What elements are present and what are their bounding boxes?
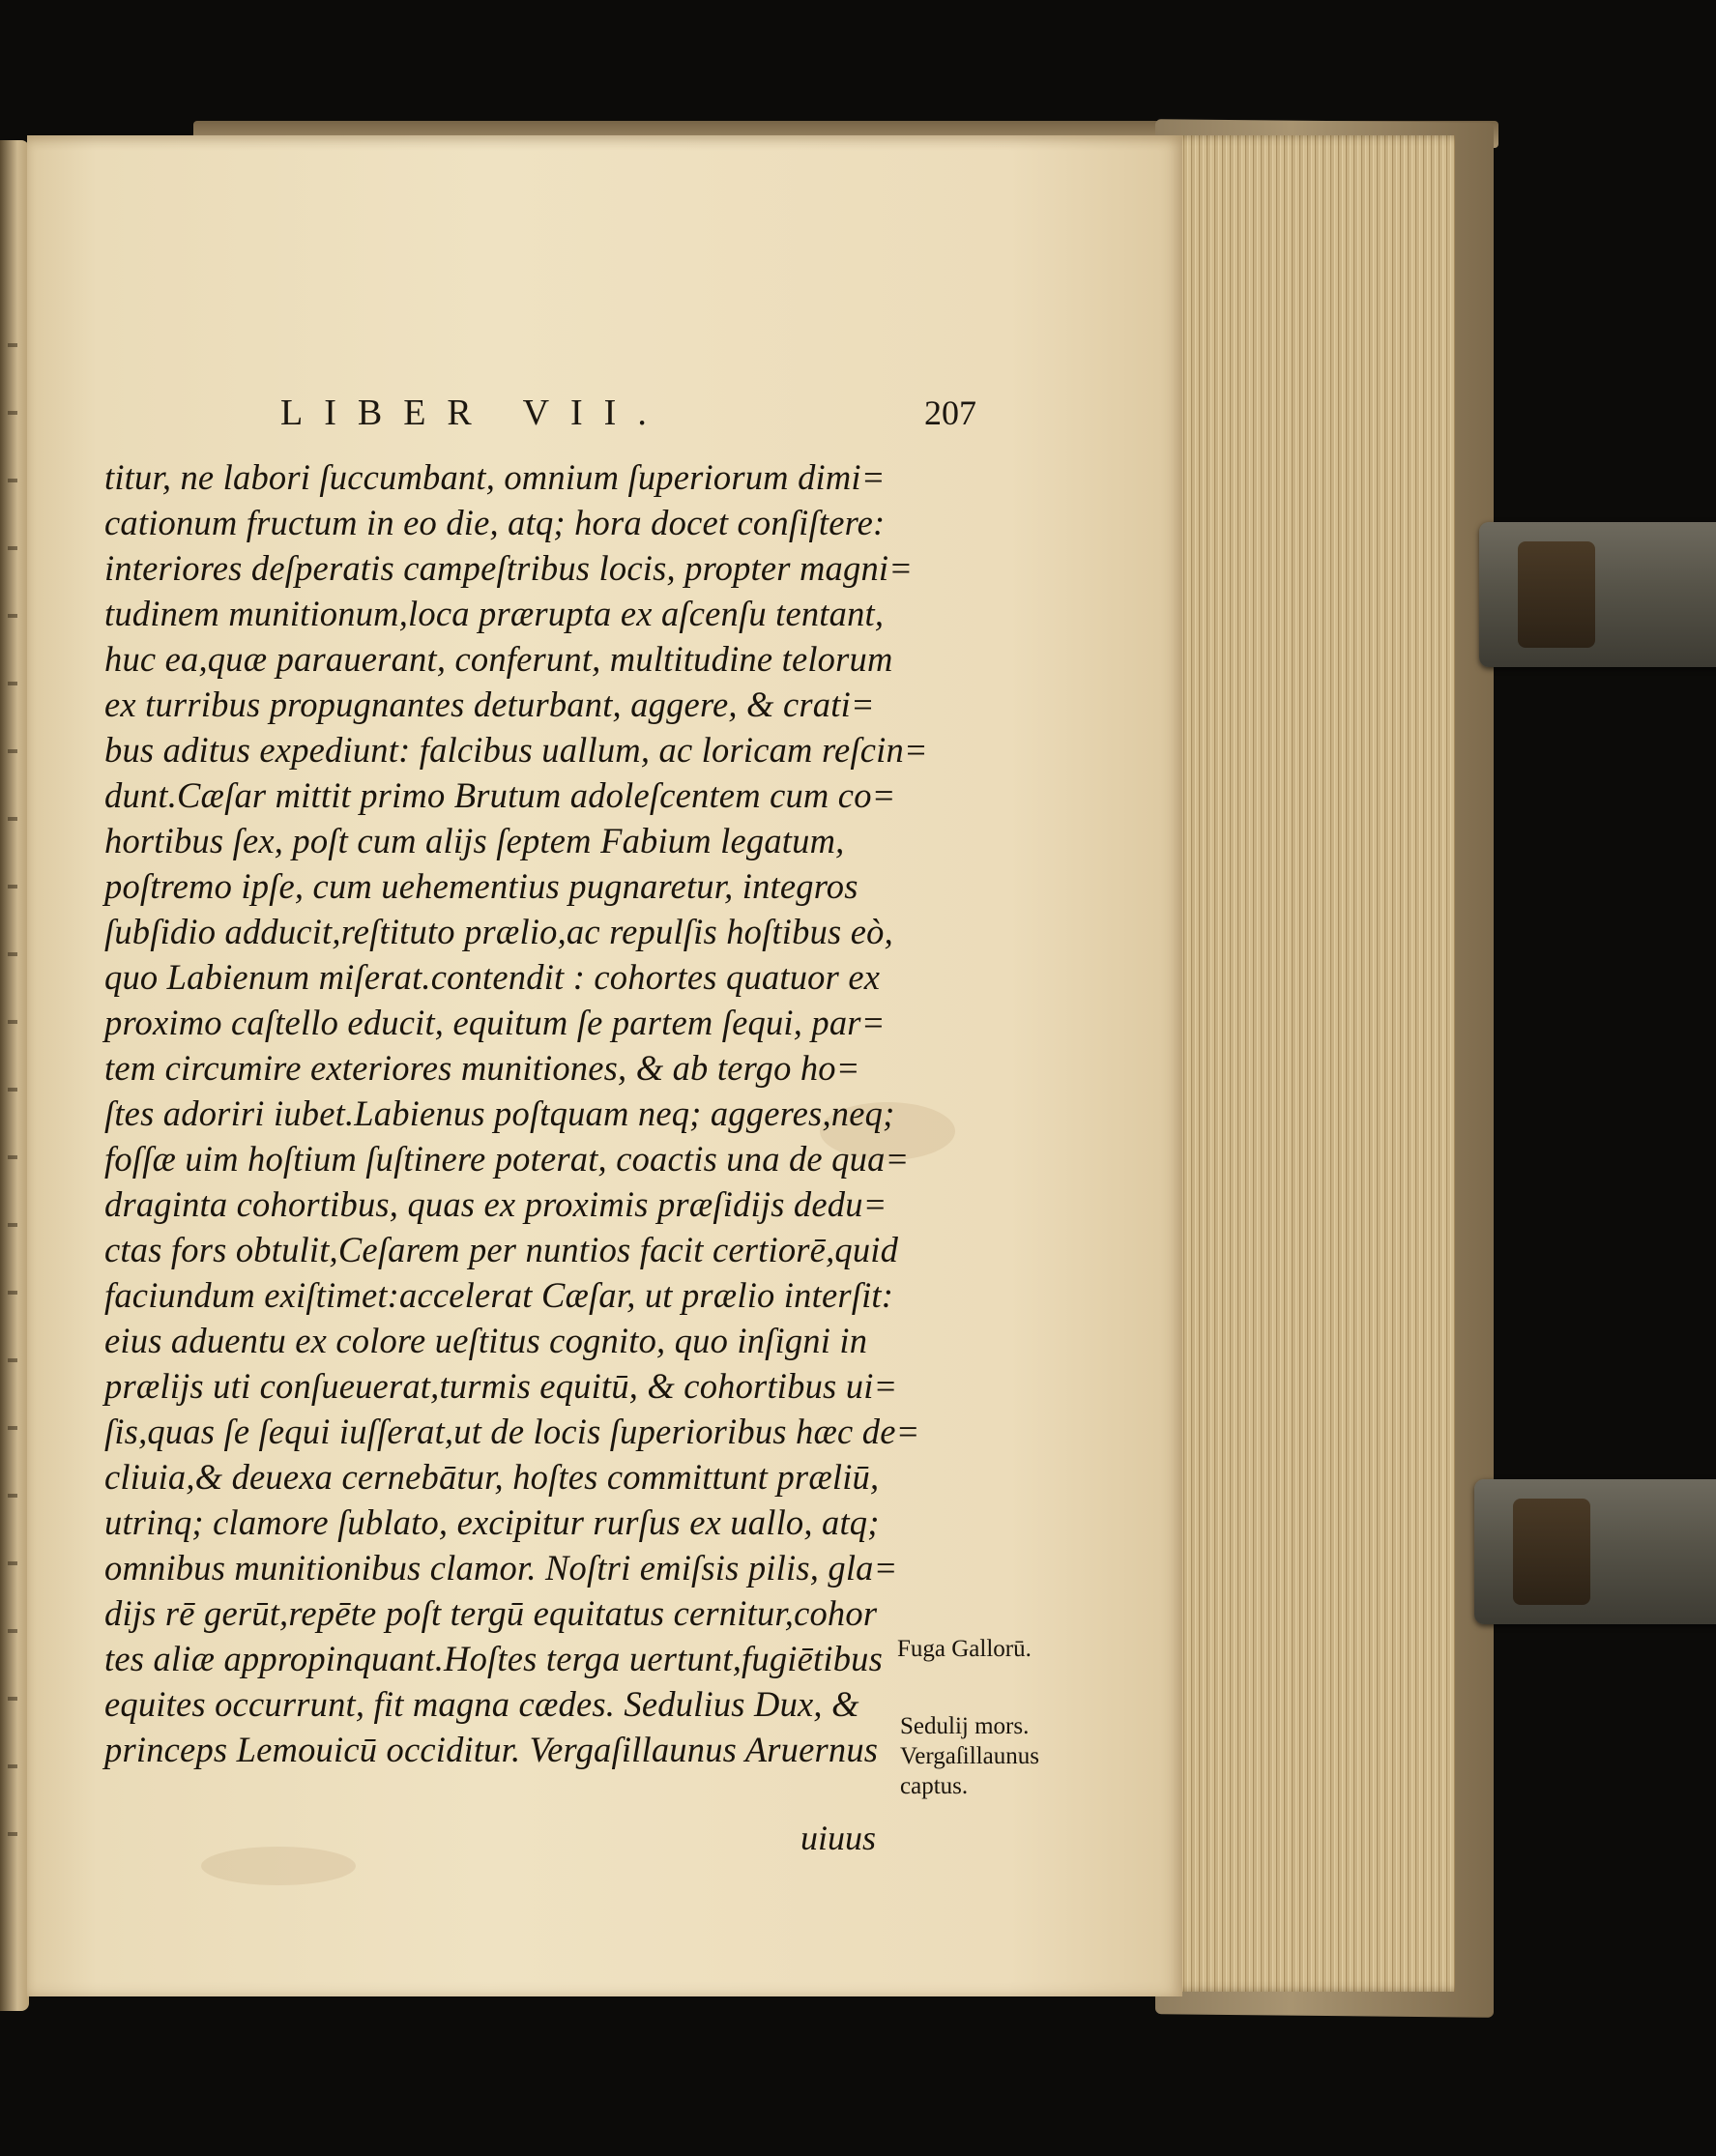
running-head-title: LIBER VII. — [280, 393, 668, 433]
text-line: ex turribus propugnantes deturbant, aggere, & crati= — [104, 685, 875, 724]
text-line: faciundum exiſtimet:accelerat Cæſar, ut prælio interſit: — [104, 1275, 894, 1315]
page-block-edges — [1165, 135, 1455, 1992]
text-line: tes aliæ appropinquant.Hoſtes terga uertunt,fugiētibus — [104, 1639, 883, 1678]
text-line: ſubſidio adducit,reſtituto prælio,ac repulſis hoſtibus eò, — [104, 912, 893, 951]
catchword: uiuus — [800, 1819, 877, 1857]
text-line: omnibus munitionibus clamor. Noſtri emiſsis pilis, gla= — [104, 1548, 898, 1588]
text-line: bus aditus expediunt: falcibus uallum, ac loricam reſcin= — [104, 730, 928, 770]
text-line: hortibus ſex, poſt cum alijs ſeptem Fabium legatum, — [104, 821, 845, 860]
marginal-note: Fuga Gallorū. — [897, 1636, 1032, 1662]
body-text — [104, 454, 928, 1772]
text-line: foſſæ uim hoſtium ſuſtinere poterat, coactis una de qua= — [104, 1139, 910, 1179]
text-line: prælijs uti conſueuerat,turmis equitū, & cohortibus ui= — [104, 1366, 898, 1406]
text-line: equites occurrunt, fit magna cædes. Sedulius Dux, & — [104, 1684, 859, 1724]
text-line: princeps Lemouicū occiditur. Vergaſillaunus Aruernus — [104, 1730, 879, 1769]
text-line: eius aduentu ex colore ueſtitus cognito, quo inſigni in — [104, 1321, 868, 1360]
text-line: utrinq; clamore ſublato, excipitur rurſus ex uallo, atq; — [104, 1502, 880, 1542]
text-line: ſtes adoriri iubet.Labienus poſtquam neq; aggeres,neq; — [104, 1093, 895, 1133]
text-line: quo Labienum miſerat.contendit : cohortes quatuor ex — [104, 957, 881, 997]
marginal-note: captus. — [900, 1773, 969, 1799]
text-line: cliuia,& deuexa cernebātur, hoſtes committunt præliū, — [104, 1457, 880, 1497]
lower-clasp — [1474, 1479, 1716, 1624]
text-line: dijs rē gerūt,repēte poſt tergū equitatus cernitur,cohor — [104, 1593, 878, 1633]
marginal-note: Sedulij mors. — [900, 1713, 1030, 1739]
text-line: titur, ne labori ſuccumbant, omnium ſuperiorum dimi= — [104, 457, 886, 497]
book-page — [27, 135, 1182, 1996]
foxing-stain — [201, 1847, 356, 1885]
marginal-note: Vergaſillaunus — [900, 1743, 1039, 1769]
running-head — [280, 389, 976, 437]
page-number: 207 — [924, 393, 976, 432]
text-line: tem circumire exteriores munitiones, & ab tergo ho= — [104, 1048, 860, 1088]
previous-page-edge — [0, 140, 29, 2011]
text-line: huc ea,quæ parauerant, conferunt, multitudine telorum — [104, 639, 893, 679]
text-line: draginta cohortibus, quas ex proximis præſidijs dedu= — [104, 1184, 887, 1224]
text-line: poſtremo ipſe, cum uehementius pugnaretur, integros — [104, 866, 858, 906]
text-line: dunt.Cæſar mittit primo Brutum adoleſcentem cum co= — [104, 775, 896, 815]
text-line: cationum fructum in eo die, atq; hora docet conſiſtere: — [104, 503, 886, 542]
text-line: interiores deſperatis campeſtribus locis, propter magni= — [104, 548, 914, 588]
text-line: ctas fors obtulit,Ceſarem per nuntios facit certiorē,quid — [104, 1230, 899, 1269]
text-line: proximo caſtello educit, equitum ſe partem ſequi, par= — [104, 1003, 886, 1042]
previous-page-text-edge — [8, 305, 17, 1851]
text-line: ſis,quas ſe ſequi iuſſerat,ut de locis ſuperioribus hæc de= — [104, 1412, 920, 1451]
upper-clasp — [1479, 522, 1716, 667]
text-line: tudinem munitionum,loca prærupta ex aſcenſu tentant, — [104, 594, 885, 633]
